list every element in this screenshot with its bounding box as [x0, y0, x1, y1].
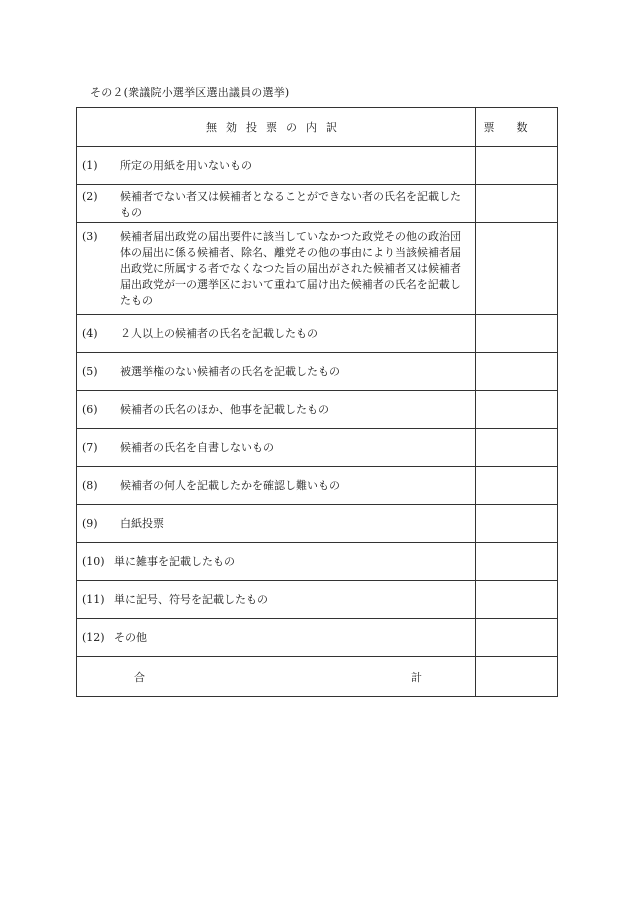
- item-number: (7): [82, 440, 98, 454]
- item-number: (5): [82, 364, 98, 378]
- row-description-cell: [77, 391, 476, 429]
- item-number: (9): [82, 516, 98, 530]
- row-description-cell: [77, 467, 476, 505]
- count-cell[interactable]: [476, 315, 558, 353]
- item-text: 候補者の何人を記載したかを確認し難いもの: [120, 478, 340, 492]
- item-number: (8): [82, 478, 98, 492]
- row-description-cell: [77, 147, 476, 185]
- item-number: (3): [82, 229, 98, 243]
- page-heading: その２(衆議院小選挙区選出議員の選挙): [90, 86, 290, 99]
- item-text: 被選挙権のない候補者の氏名を記載したもの: [120, 364, 340, 378]
- count-cell[interactable]: [476, 505, 558, 543]
- item-text: 候補者の氏名のほか、他事を記載したもの: [120, 402, 329, 416]
- table-row: [77, 467, 558, 505]
- item-text: 候補者でない者又は候補者となることができない者の氏名を記載したもの: [120, 189, 461, 219]
- total-label-right: 計: [411, 671, 422, 684]
- count-cell[interactable]: [476, 429, 558, 467]
- item-text: その他: [114, 630, 147, 644]
- item-text: 単に記号、符号を記載したもの: [114, 592, 268, 606]
- header-description: 無効投票の内訳: [77, 108, 476, 147]
- table-row: [77, 315, 558, 353]
- item-text: 単に雑事を記載したもの: [114, 554, 235, 568]
- row-description-cell: [77, 619, 476, 657]
- item-text: 候補者届出政党の届出要件に該当していなかつた政党その他の政治団体の届出に係る候補者、除名、離党その他の事由により当該候補者届出政党に所属する者でなくなつた旨の届出がされた候補者又は候補者届出政党が一の選挙区において重ねて届け出た候補者の氏名を記載したもの: [120, 229, 461, 307]
- row-description-cell: [77, 543, 476, 581]
- table-row: [77, 505, 558, 543]
- row-description-cell: [77, 315, 476, 353]
- table-row: [77, 185, 558, 223]
- table-row: [77, 147, 558, 185]
- table-row: [77, 353, 558, 391]
- total-row: [77, 657, 558, 697]
- row-description-cell: [77, 223, 476, 315]
- table-row: [77, 223, 558, 315]
- item-text: 候補者の氏名を自書しないもの: [120, 440, 274, 454]
- count-cell[interactable]: [476, 467, 558, 505]
- item-number: (10): [82, 554, 105, 568]
- count-cell[interactable]: [476, 353, 558, 391]
- table-header-row: [77, 108, 558, 147]
- count-cell[interactable]: [476, 543, 558, 581]
- table-row: [77, 391, 558, 429]
- count-cell[interactable]: [476, 391, 558, 429]
- count-cell[interactable]: [476, 185, 558, 223]
- row-description-cell: [77, 353, 476, 391]
- item-text: 所定の用紙を用いないもの: [120, 158, 252, 172]
- header-count: 票数: [476, 108, 558, 147]
- row-description-cell: [77, 505, 476, 543]
- table-row: [77, 429, 558, 467]
- count-cell[interactable]: [476, 581, 558, 619]
- row-description-cell: [77, 429, 476, 467]
- table-row: [77, 619, 558, 657]
- invalid-ballot-table: [76, 107, 558, 697]
- item-number: (2): [82, 189, 98, 203]
- item-number: (11): [82, 592, 105, 606]
- item-number: (6): [82, 402, 98, 416]
- row-description-cell: [77, 581, 476, 619]
- row-description-cell: [77, 185, 476, 223]
- total-label-left: 合: [134, 671, 145, 684]
- table-row: [77, 543, 558, 581]
- count-cell[interactable]: [476, 147, 558, 185]
- item-text: 白紙投票: [120, 516, 164, 530]
- item-number: (12): [82, 630, 105, 644]
- item-text: ２人以上の候補者の氏名を記載したもの: [120, 326, 318, 340]
- item-number: (4): [82, 326, 98, 340]
- count-cell[interactable]: [476, 223, 558, 315]
- total-count-cell[interactable]: [476, 657, 558, 697]
- table-row: [77, 581, 558, 619]
- count-cell[interactable]: [476, 619, 558, 657]
- total-label-cell: [77, 657, 476, 697]
- item-number: (1): [82, 158, 98, 172]
